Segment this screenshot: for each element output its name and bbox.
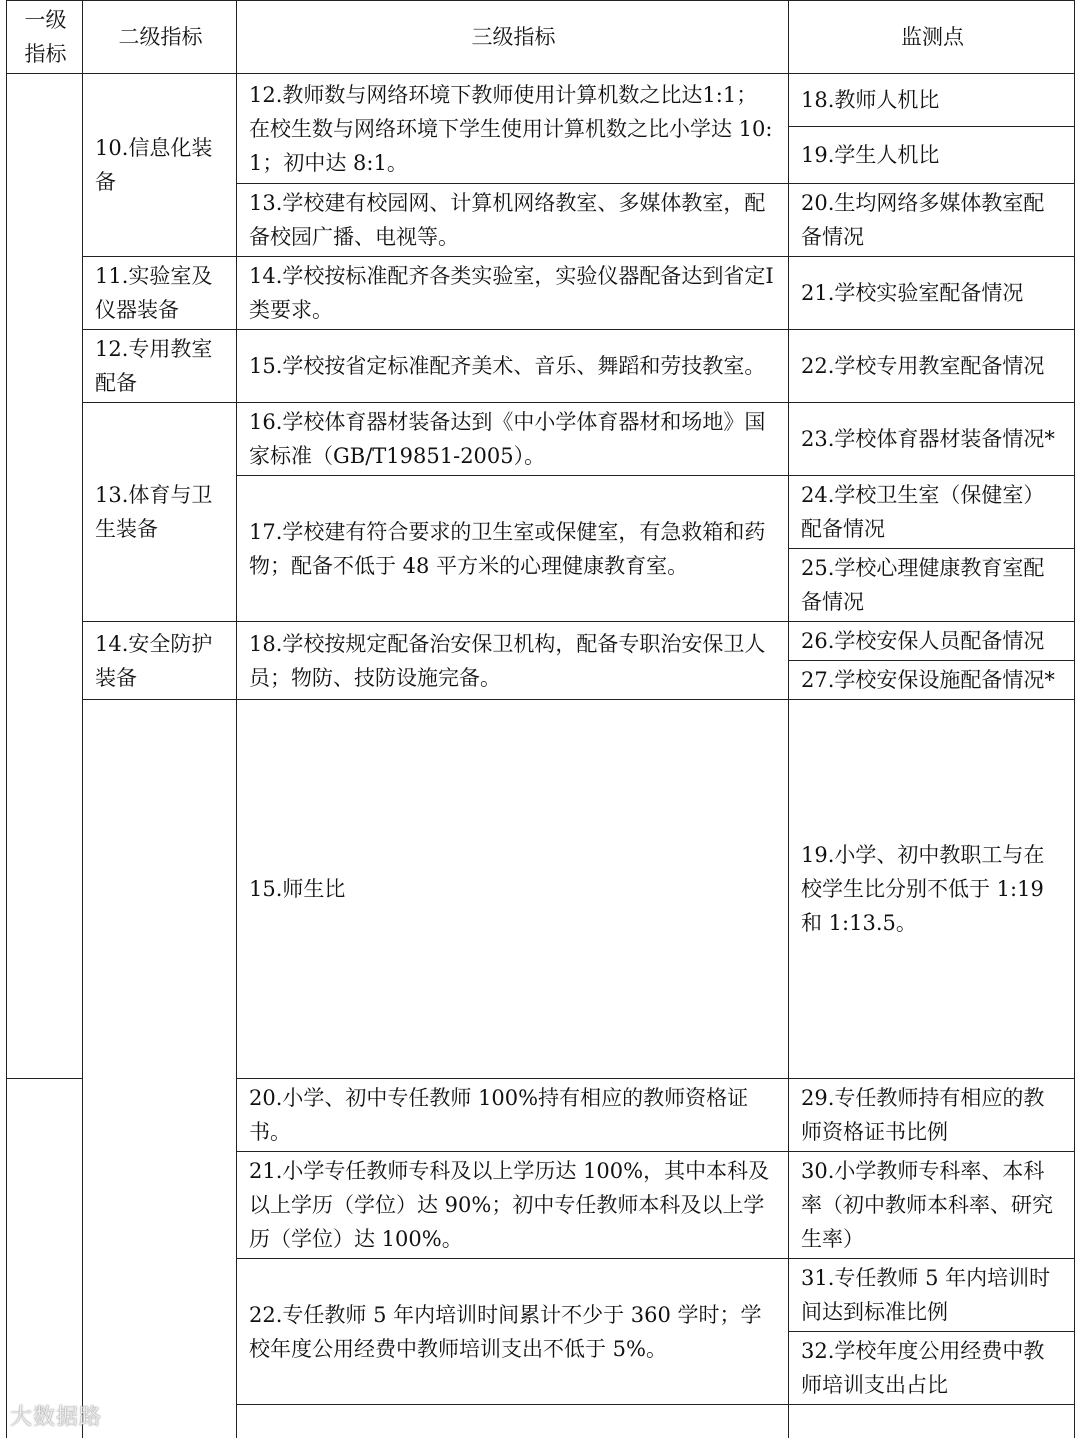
level1-cell-equipment xyxy=(7,74,83,1079)
monitor-cell: 24.学校卫生室（保健室）配备情况 xyxy=(789,476,1075,549)
monitor-cell: 23.学校体育器材装备情况* xyxy=(789,403,1075,476)
level2-cell: 13.体育与卫生装备 xyxy=(83,403,237,622)
monitor-cell: 30.小学教师专科率、本科率（初中教师本科率、研究生率） xyxy=(789,1152,1075,1259)
header-monitor-point: 监测点 xyxy=(789,1,1075,74)
monitor-cell: 27.学校安保设施配备情况* xyxy=(789,661,1075,700)
table-header-row xyxy=(7,1,1075,74)
table-row xyxy=(7,700,1075,1079)
table-row xyxy=(7,330,1075,403)
indicator-table-page xyxy=(6,0,1076,1438)
level3-cell: 14.学校按标准配齐各类实验室，实验仪器配备达到省定Ⅰ类要求。 xyxy=(237,257,789,330)
table-row xyxy=(7,74,1075,127)
table-row xyxy=(7,257,1075,330)
level3-cell: 13.学校建有校园网、计算机网络教室、多媒体教室，配备校园广播、电视等。 xyxy=(237,184,789,257)
watermark-logo: 大数据路 xyxy=(10,1405,103,1430)
level2-cell: 10.信息化装备 xyxy=(83,74,237,257)
level2-cell xyxy=(7,1079,83,1438)
header-level3: 三级指标 xyxy=(237,1,789,74)
level3-cell: 22.专任教师 5 年内培训时间累计不少于 360 学时；学校年度公用经费中教师培训支出不低于 5%。 xyxy=(237,1259,789,1405)
monitor-cell: 21.学校实验室配备情况 xyxy=(789,257,1075,330)
monitor-cell: 32.学校年度公用经费中教师培训支出占比 xyxy=(789,1332,1075,1405)
monitor-cell: 26.学校安保人员配备情况 xyxy=(789,622,1075,661)
level3-cell: 20.小学、初中专任教师 100%持有相应的教师资格证书。 xyxy=(237,1079,789,1152)
level3-cell: 21.小学专任教师专科及以上学历达 100%，其中本科及以上学历（学位）达 90%；初中专任教师本科及以上学历（学位）达 100%。 xyxy=(237,1152,789,1259)
level1-cell xyxy=(237,1405,789,1438)
header-level1: 一级指标 xyxy=(7,1,83,74)
level2-cell: 14.安全防护装备 xyxy=(83,622,237,700)
monitor-cell: 22.学校专用教室配备情况 xyxy=(789,330,1075,403)
monitor-cell: 20.生均网络多媒体教室配备情况 xyxy=(789,184,1075,257)
header-level2: 二级指标 xyxy=(83,1,237,74)
level1-cell xyxy=(83,700,237,1438)
level3-cell: 15.学校按省定标准配齐美术、音乐、舞蹈和劳技教室。 xyxy=(237,330,789,403)
monitor-cell: 31.专任教师 5 年内培训时间达到标准比例 xyxy=(789,1259,1075,1332)
level3-cell: 18.学校按规定配备治安保卫机构，配备专职治安保卫人员；物防、技防设施完备。 xyxy=(237,622,789,700)
level3-cell: 12.教师数与网络环境下教师使用计算机数之比达1:1；在校生数与网络环境下学生使用计算机数之比小学达 10:1；初中达 8:1。 xyxy=(237,74,789,184)
monitor-cell: 19.学生人机比 xyxy=(789,127,1075,184)
table-row xyxy=(7,622,1075,661)
monitor-cell: 29.专任教师持有相应的教师资格证书比例 xyxy=(789,1079,1075,1152)
indicator-table xyxy=(6,0,1075,1438)
level2-cell: 12.专用教室配备 xyxy=(83,330,237,403)
level3-cell: 16.学校体育器材装备达到《中小学体育器材和场地》国家标准（GB/T19851-2005）。 xyxy=(237,403,789,476)
level2-cell: 11.实验室及仪器装备 xyxy=(83,257,237,330)
monitor-cell: 18.教师人机比 xyxy=(789,74,1075,127)
table-row xyxy=(7,403,1075,476)
level2-cell xyxy=(789,1405,1075,1438)
level3-cell: 19.小学、初中教职工与在校学生比分别不低于 1:19 和 1:13.5。 xyxy=(789,700,1075,1079)
monitor-cell: 25.学校心理健康教育室配备情况 xyxy=(789,549,1075,622)
level3-cell: 17.学校建有符合要求的卫生室或保健室，有急救箱和药物；配备不低于 48 平方米的心理健康教育室。 xyxy=(237,476,789,622)
level2-cell: 15.师生比 xyxy=(237,700,789,1079)
